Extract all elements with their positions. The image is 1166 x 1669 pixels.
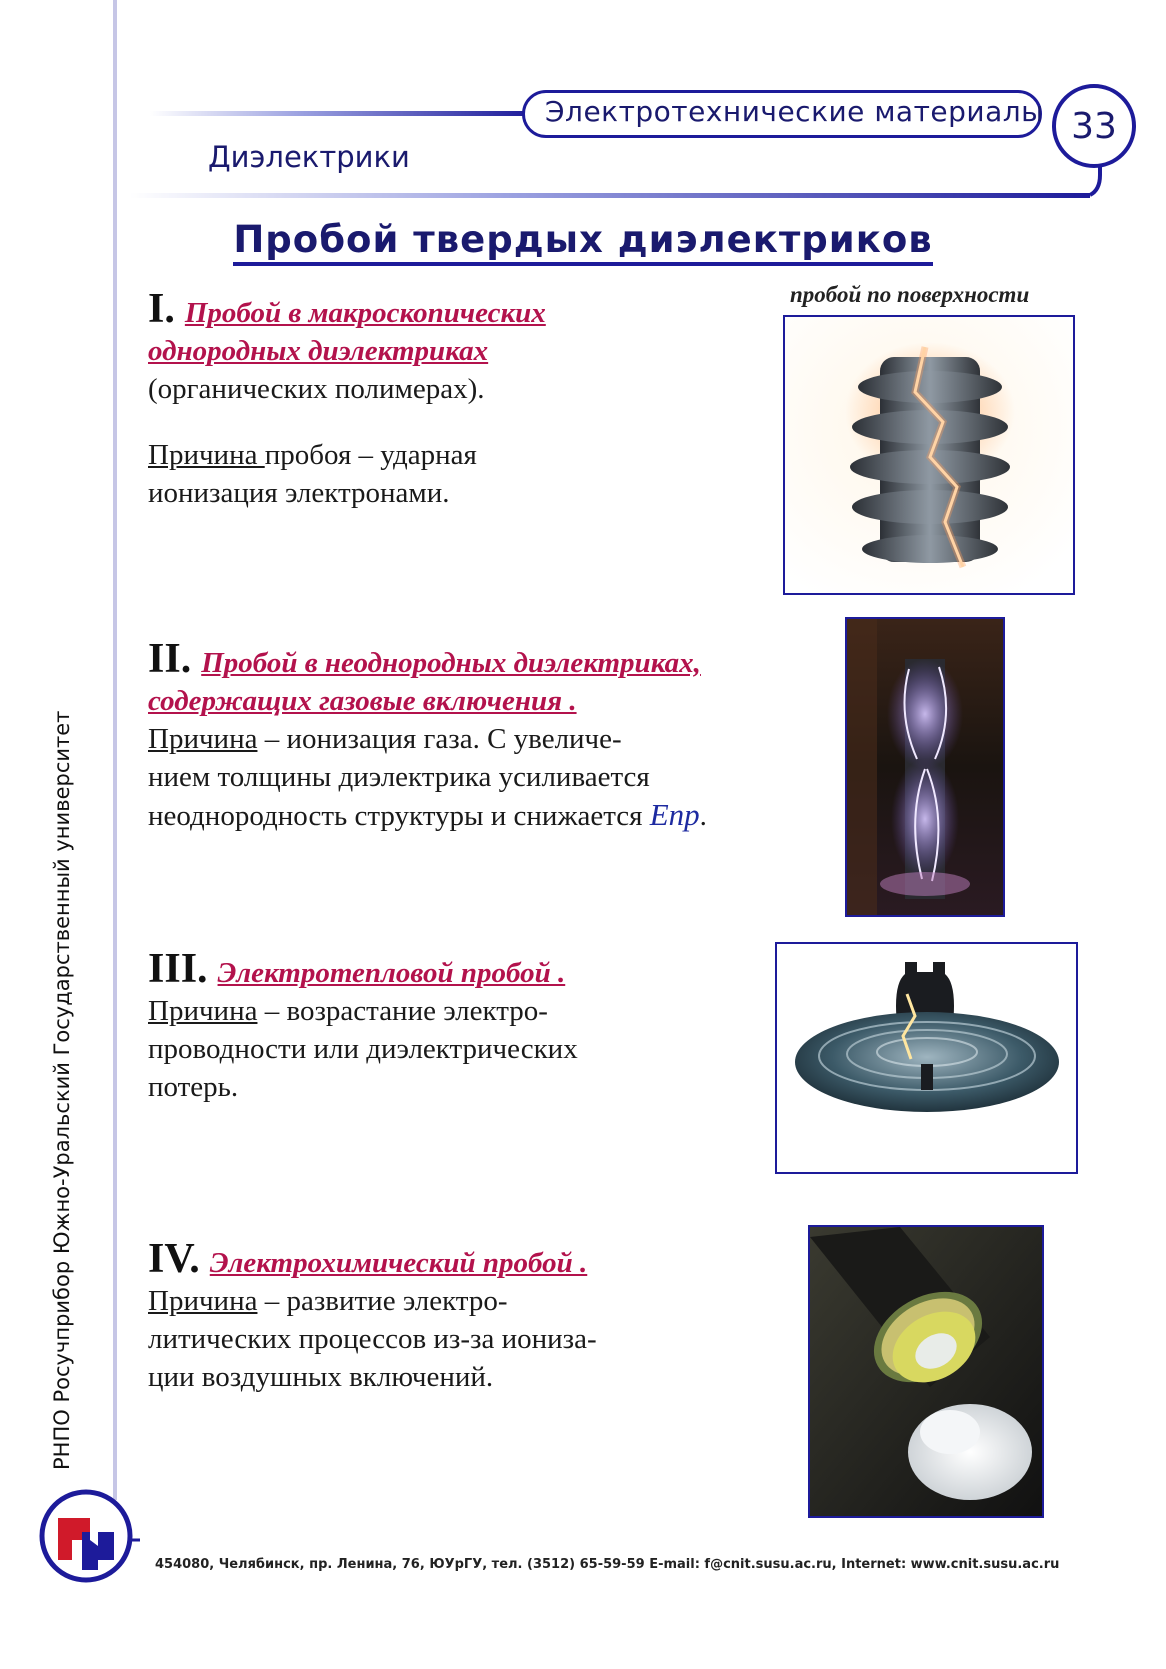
cause-text-3a: – возрастание электро-	[257, 995, 548, 1027]
cause-text-3c: потерь.	[148, 1071, 239, 1103]
section-1-note: (органических полимерах).	[148, 373, 485, 405]
course-title: Электротехнические материалы	[545, 95, 1044, 128]
cause-text-2b: нием толщины диэлектрика усиливается	[148, 761, 650, 793]
heading-3: Электротепловой пробой .	[217, 957, 566, 989]
heading-1-line2: однородных диэлектриках	[148, 335, 489, 367]
section-3	[148, 946, 808, 1106]
cause-text-1a: пробоя – ударная	[264, 439, 477, 471]
sentence-end: .	[699, 800, 707, 832]
section-4	[148, 1236, 808, 1396]
section-1	[148, 286, 808, 512]
section-2	[148, 636, 838, 835]
numeral-3: III.	[148, 946, 208, 992]
cause-text-1b: ионизация электронами.	[148, 477, 450, 509]
photo-electrothermal-breakdown	[775, 942, 1078, 1174]
cause-label-1: Причина	[148, 439, 265, 471]
page-number: 33	[1052, 84, 1136, 168]
section-label: Диэлектрики	[208, 140, 410, 174]
numeral-1: I.	[148, 286, 175, 332]
numeral-4: IV.	[148, 1236, 200, 1282]
cause-text-2c: неоднородность структуры и снижается	[148, 800, 650, 832]
cause-text-4b: литических процессов из-за иониза-	[148, 1323, 597, 1355]
cause-label-2: Причина	[148, 723, 258, 755]
cause-text-3b: проводности или диэлектрических	[148, 1033, 578, 1065]
photo-electrochemical-breakdown	[808, 1225, 1044, 1518]
heading-2-line1: Пробой в неоднородных диэлектриках,	[201, 647, 701, 679]
gas-discharge-image	[847, 619, 1003, 915]
disc-insulator-image	[777, 944, 1076, 1172]
insulator-surface-image	[785, 317, 1073, 593]
cause-label-3: Причина	[148, 995, 258, 1027]
heading-4: Электрохимический пробой .	[209, 1247, 588, 1279]
cause-label-4: Причина	[148, 1285, 258, 1317]
breakdown-field-symbol: Eпр	[649, 797, 700, 832]
numeral-2: II.	[148, 636, 192, 682]
sidebar-org-text: РНПО Росучприбор Южно-Уральский Государственный университет	[50, 710, 74, 1470]
heading-1-line1: Пробой в макроскопических	[184, 297, 546, 329]
logo-icon	[38, 1488, 134, 1584]
photo-gas-inclusion-breakdown	[845, 617, 1005, 917]
cause-text-2a: – ионизация газа. С увеличе-	[257, 723, 622, 755]
cable-section-image	[810, 1227, 1042, 1516]
image-caption-surface: пробой по поверхности	[790, 282, 1030, 307]
cause-text-4c: ции воздушных включений.	[148, 1361, 494, 1393]
footer-contacts: 454080, Челябинск, пр. Ленина, 76, ЮУрГУ, тел. (3512) 65-59-59 E-mail: f@cnit.susu.ac.ru, Internet: www.cnit.susu.ac.ru	[155, 1557, 1060, 1572]
heading-2-line2: содержащих газовые включения .	[148, 685, 577, 717]
cause-text-4a: – развитие электро-	[257, 1285, 508, 1317]
photo-surface-breakdown	[783, 315, 1075, 595]
page-title: Пробой твердых диэлектриков	[0, 218, 1166, 261]
